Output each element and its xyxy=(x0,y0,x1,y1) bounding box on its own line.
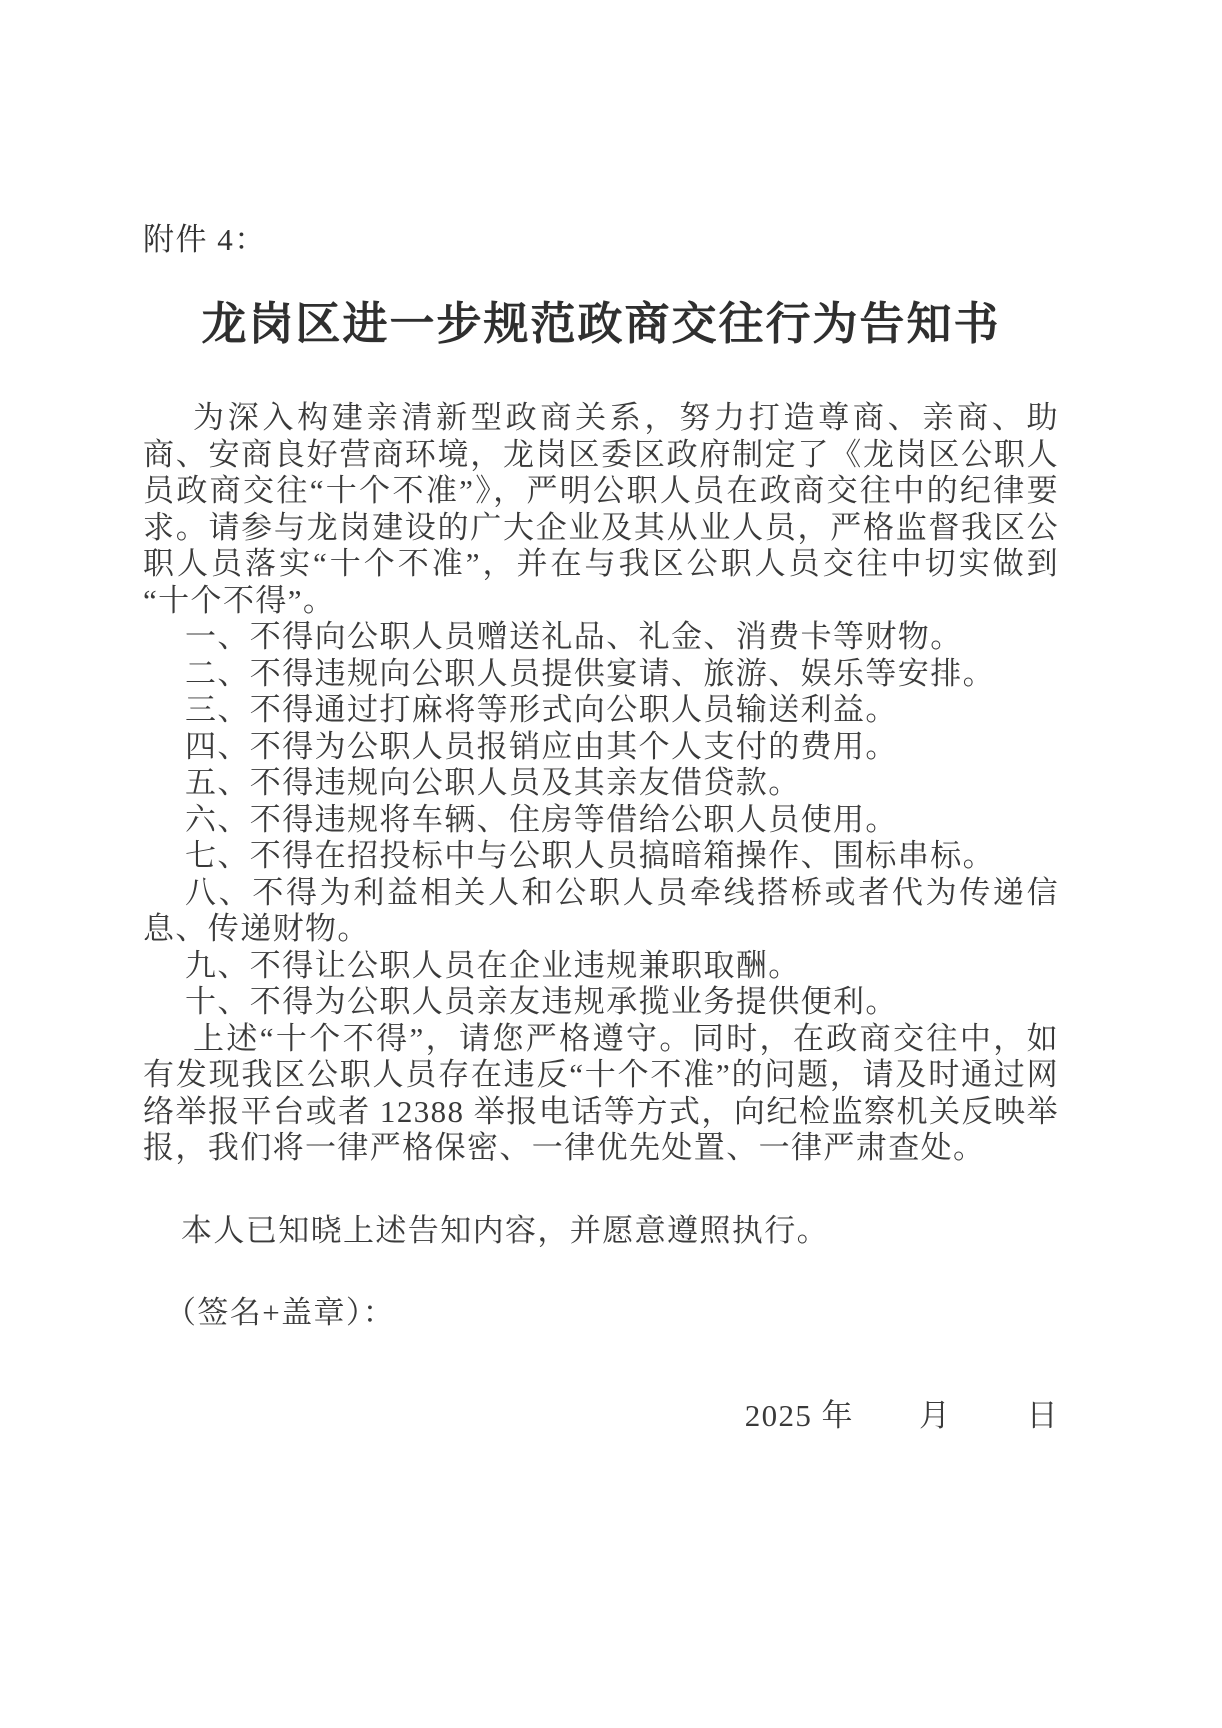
prohibition-item-7: 七、不得在招投标中与公职人员搞暗箱操作、围标串标。 xyxy=(185,838,995,873)
signature-seal-label: （签名+盖章）： xyxy=(165,1295,396,1330)
document-title: 龙岗区进一步规范政商交往行为告知书 xyxy=(201,299,1001,349)
prohibition-item-1: 一、不得向公职人员赠送礼品、礼金、消费卡等财物。 xyxy=(185,619,963,654)
date-year: 2025 年 xyxy=(744,1397,854,1433)
date-line xyxy=(143,1398,1059,1435)
prohibition-item-4: 四、不得为公职人员报销应由其个人支付的费用。 xyxy=(185,728,898,764)
date-month: 月 xyxy=(919,1397,952,1433)
prohibition-item-6: 六、不得违规将车辆、住房等借给公职人员使用。 xyxy=(185,801,898,837)
prohibition-item-3: 三、不得通过打麻将等形式向公职人员输送利益。 xyxy=(185,692,898,727)
document-body xyxy=(143,400,1059,1434)
closing-paragraph: 上述“十个不得”，请您严格遵守。同时，在政商交往中，如有发现我区公职人员存在违反“十个不准”的问题，请及时通过网络举报平台或者 12388 举报电话等方式，向纪检监察机关反映举报，我们将一律严格保密、一律优先处置、一律严肃查处。 xyxy=(143,1020,1059,1165)
attachment-label: 附件 4： xyxy=(143,222,267,257)
date-day: 日 xyxy=(1026,1397,1059,1433)
prohibition-item-2: 二、不得违规向公职人员提供宴请、旅游、娱乐等安排。 xyxy=(185,655,995,691)
prohibition-item-5: 五、不得违规向公职人员及其亲友借贷款。 xyxy=(185,765,801,800)
prohibition-item-9: 九、不得让公职人员在企业违规兼职取酬。 xyxy=(185,947,801,983)
prohibition-item-8: 八、不得为利益相关人和公职人员牵线搭桥或者代为传递信息、传递财物。 xyxy=(143,874,1059,946)
intro-paragraph: 为深入构建亲清新型政商关系，努力打造尊商、亲商、助商、安商良好营商环境，龙岗区委区政府制定了《龙岗区公职人员政商交往“十个不准”》，严明公职人员在政商交往中的纪律要求。请参与龙岗建设的广大企业及其从业人员，严格监督我区公职人员落实“十个不准”，并在与我区公职人员交往中切实做到“十个不得”。 xyxy=(143,400,1059,618)
prohibition-item-10: 十、不得为公职人员亲友违规承揽业务提供便利。 xyxy=(185,984,898,1019)
acknowledgement-line: 本人已知晓上述告知内容，并愿意遵照执行。 xyxy=(181,1212,829,1248)
